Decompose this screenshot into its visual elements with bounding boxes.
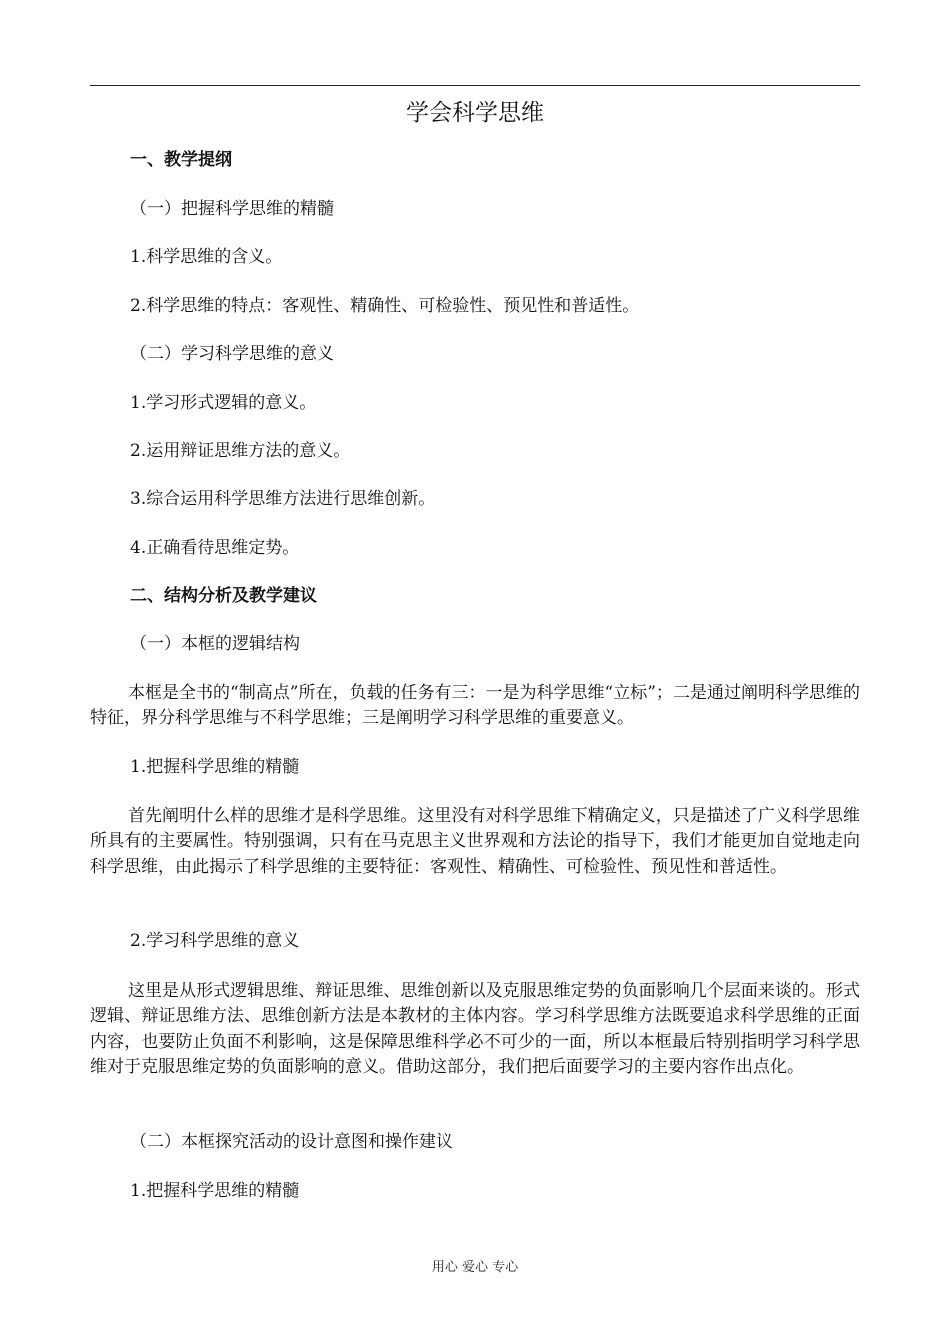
paragraph: 本框是全书的“制高点”所在，负载的任务有三：一是为科学思维“立标”；二是通过阐明科学思维的特征，界分科学思维与不科学思维；三是阐明学习科学思维的重要意义。	[90, 683, 860, 729]
list-item: 4.正确看待思维定势。	[130, 538, 300, 558]
list-item: 2.科学思维的特点：客观性、精确性、可检验性、预见性和普适性。	[130, 296, 640, 316]
page-footer: 用心 爱心 专心	[431, 1260, 519, 1275]
page-title: 学会科学思维	[406, 100, 544, 126]
list-item: 2.学习科学思维的意义	[130, 931, 300, 951]
list-item: 2.运用辩证思维方法的意义。	[130, 441, 351, 461]
section-heading-outline: 一、教学提纲	[130, 150, 232, 170]
list-item: 3.综合运用科学思维方法进行思维创新。	[130, 489, 436, 509]
list-item: 1.学习形式逻辑的意义。	[130, 393, 317, 413]
paragraph: 首先阐明什么样的思维才是科学思维。这里没有对科学思维下精确定义，只是描述了广义科学思维所具有的主要属性。特别强调，只有在马克思主义世界观和方法论的指导下，我们才能更加自觉地走向科学思维，由此揭示了科学思维的主要特征：客观性、精确性、可检验性、预见性和普适性。	[90, 806, 860, 877]
subheading-grasp-essence: （一）把握科学思维的精髓	[130, 199, 334, 219]
subheading-logic-structure: （一）本框的逻辑结构	[130, 634, 300, 654]
section-heading-structure: 二、结构分析及教学建议	[130, 586, 317, 606]
list-item: 1.把握科学思维的精髓	[130, 757, 300, 777]
list-item: 1.把握科学思维的精髓	[130, 1181, 300, 1201]
paragraph: 这里是从形式逻辑思维、辩证思维、思维创新以及克服思维定势的负面影响几个层面来谈的。形式逻辑、辩证思维方法、思维创新方法是本教材的主体内容。学习科学思维方法既要追求科学思维的正面内容，也要防止负面不利影响，这是保障思维科学必不可少的一面，所以本框最后特别指明学习科学思维对于克服思维定势的负面影响的意义。借助这部分，我们把后面要学习的主要内容作出点化。	[90, 981, 860, 1077]
subheading-activity-design: （二）本框探究活动的设计意图和操作建议	[130, 1132, 453, 1152]
subheading-learning-significance: （二）学习科学思维的意义	[130, 344, 334, 364]
header-rule	[90, 85, 860, 86]
list-item: 1.科学思维的含义。	[130, 247, 283, 267]
